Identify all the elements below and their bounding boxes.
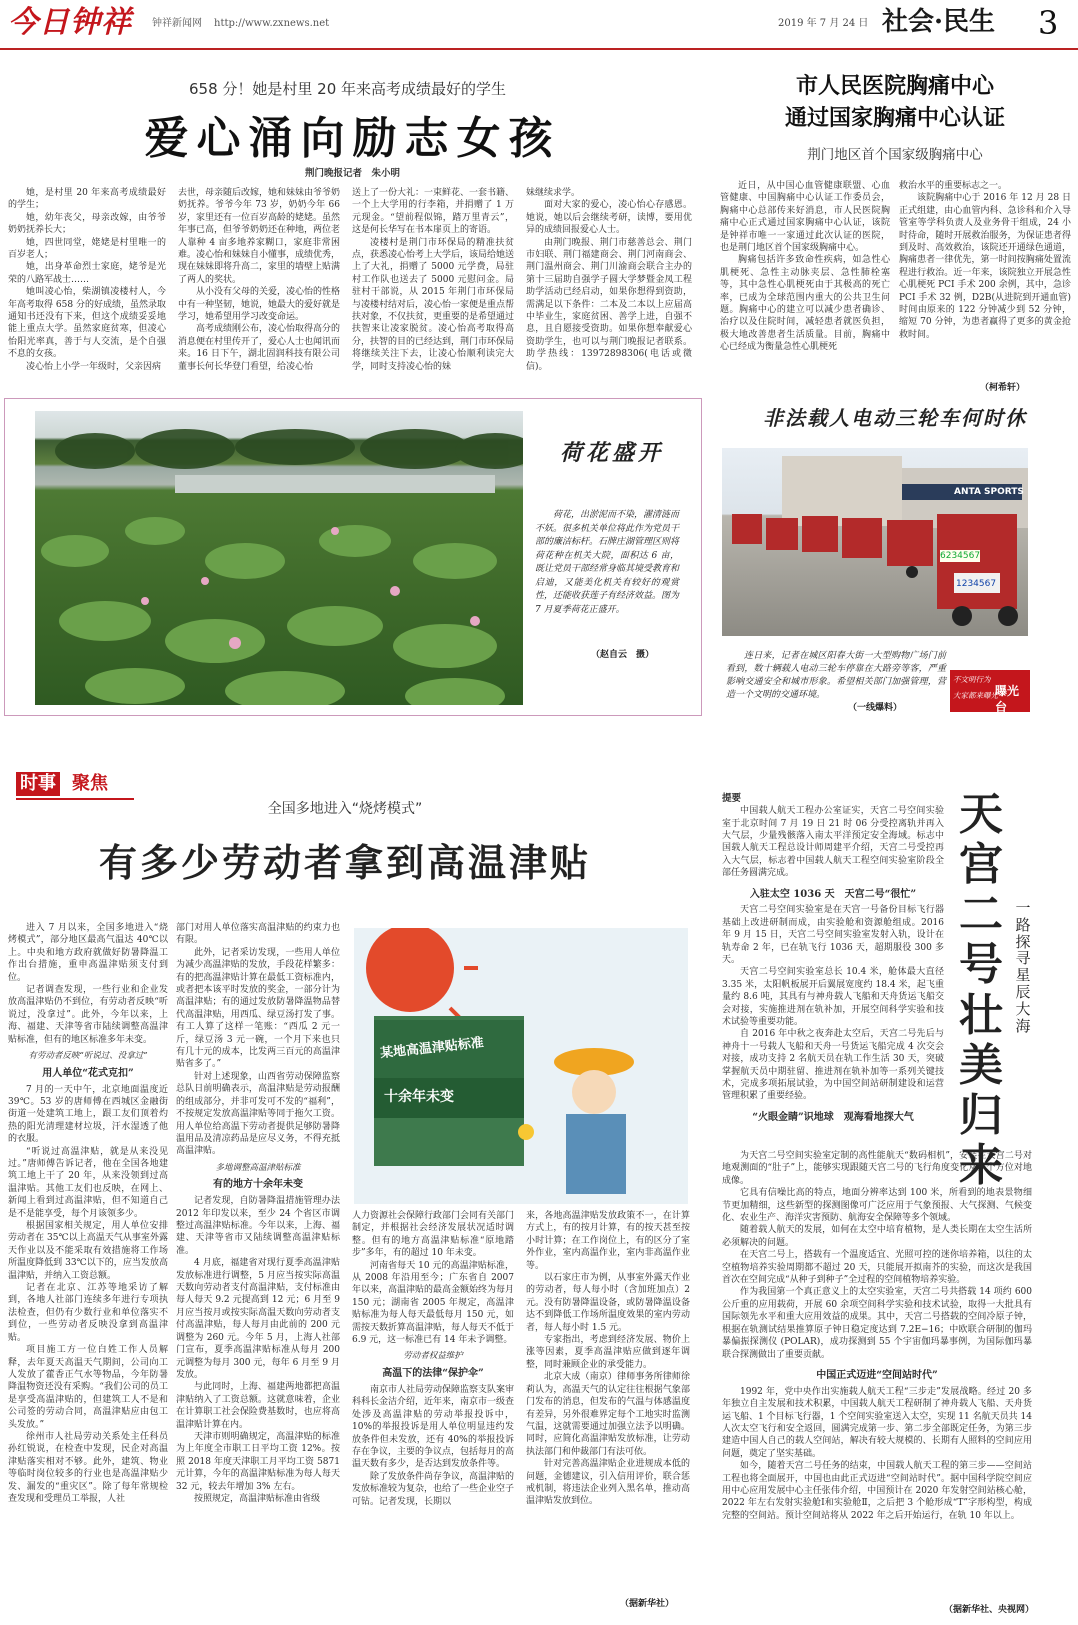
- focus-title: 有多少劳动者拿到高温津贴: [98, 840, 591, 885]
- focus-label: [16, 772, 134, 800]
- focus-kicker: 全国多地进入“烧烤模式”: [267, 801, 423, 817]
- focus-col-4: 来，各地高温津贴发放政策不一，在计算方式上，有的按月计算，有的按天甚至按小时计算；在工作岗位上，有的区分了室外作业，室内高温作业，室内非高温作业等。 以石家庄市为例，从事室外露天作业的劳动者，每人每小时（含加班加点）2 元。没有防暑降温设备，或防暑降温设备达不到降低工作场所温度效果的室内劳动者，每人每小时 1.5 元。 专家指出，考虑到经济发展、物价上涨等因素，夏季高温津贴应做到逐年调整，同时兼顾企业的承受能力。 北京大成（南京）律师事务所律师徐莉认为，高温天气的认定往往根据气象部门发布的消息，但发布的气温与体感温度有差异，另外很难界定每个工地实时监测气温，这就需要通过加强立法予以明确。同时，应简化高温津贴发放标准，让劳动执法部门和仲裁部门有法可依。 针对完善高温津贴企业进规成本低的问题，金德建议，引入信用评价，联合惩戒机制，将违法企业列入黑名单，推动高温津贴发放到位。: [526, 1211, 690, 1507]
- lead-col-2: 去世，母亲随后改嫁，她和妹妹由爷爷奶奶抚养。爷爷今年 73 岁，奶奶今年 66 岁，家里还有一位百岁高龄的姥姥。虽然年事已高，但爷爷奶奶还在种地，两位老人靠种 4 亩多地养家糊口，家庭非常困难。凌心怡和妹妹自小懂事，成绩优秀，现在妹妹即将升高二，家里的墙壁上贴满了两人的奖状。 从小没有父母的关爱，凌心怡的性格中有一种坚韧，她说，她最大的爱好就是学习，她希望用学习改变命运。 高考成绩刚公布，凌心怡取得高分的消息便在村里传开了，爱心人士也闻讯而来。16 日下午，湖北固润科技有限公司董事长何长华登门看望，给凌心怡: [178, 188, 340, 372]
- tricycle-scene: [722, 448, 1028, 636]
- lead-col-4: 妹继续求学。 面对大家的爱心，凌心怡心存感恩。她说，她以后会继续考研，读博，要用优异的成绩回报爱心人士。 由荆门晚报、荆门市慈善总会、荆门市妇联、荆门福建商会、荆门河南商会、荆门温州商会、荆门川渝商会联合主办的第十三届助自强学子圆大学梦暨金凤工程助学活动已经启动，如果你想得到资助，需满足以下条件：二本及二本以上应届高中毕业生，家庭贫困、善学上进，自强不息，且自愿接受资助。如果你想奉献爱心资助学生，也可以与荆门晚报记者联系。助学热线：13972898306(电话或微信)。: [526, 188, 692, 372]
- tiangong-body-wide: 为天宫二号空间实验室定制的高性能航天“数码相机”，安装在天宫二号对地观测面的“肚子”上，能够实现跟随天宫二号的飞行角度变化从多个方位对地成像。 它具有信噪比高的特点，地面分辨率达到 100 米，所看到的地表景物细节更加精细，这些新型的探测图像可广泛应用于气象预报、大气探测、气候变化、农业生产、海洋灾害预防、航海安全保障等多个领域。 随着载人航天的发展，如何在太空中培育植物，是人类长期在太空生活所必须解决的问题。 在天宫二号上，搭载有一个温度适宜、光照可控的迷你培养箱，以往的太空植物培养实验周期都不超过 20 天，只能展开拟南芥的实验，而这次是我国首次在空间完成“从种子到种子”全过程的空间植物培养实验。 作为我国第一个真正意义上的太空实验室，天宫二号共搭载 14 项约 600 公斤重的应用载荷，开展 60 余项空间科学实验和技术试验，取得一大批具有国际领先水平和重大应用效益的成果。其中，天宫二号搭载的空间冷原子钟，根据在轨测试结果推算原子钟日稳定度达到 7.2E−16；中欧联合研制的伽玛暴偏振探测仪 (POLAR)，成功探测到 55 个宇宙伽玛暴事例，为国际伽玛暴联合探测做出了重要贡献。 中国正式迈进“空间站时代” 1992 年，党中央作出实施载人航天工程“三步走”发展战略。经过 20 多年独立自主发展和技术积累，中国载人航天工程研制了神舟载人飞船、天舟货运飞船、1 个目标飞行器，1 个空间实验室送入太空，实现 11 名航天员共 14 人次太空飞行和安全返回，圆满完成第一步、第二步全部既定任务，为第三步建造中国人自己的载人空间站，解决有较大规模的、长期有人照料的空间应用问题，奠定了坚实基础。 如今，随着天宫二号任务的结束，中国载人航天工程的第三步——空间站工程也将全面展开，中国也由此正式迈进“空间站时代”。据中国科学院空间应用中心应用发展中心主任张伟介绍，中国预计在 2020 年发射空间站核心舱，2022 年左右发射实验舱Ⅰ和实验舱Ⅱ，之后把 3 个舱形成“T”字形构型，构成完整的空间站。预计空间站将从 2022 年之后开始运行，在轨 10 年以上。: [722, 1151, 1032, 1521]
- masthead-logo: 今日钟祥: [8, 5, 132, 40]
- lotus-credit: （赵自云 摄）: [591, 650, 655, 660]
- masthead: [0, 0, 1078, 48]
- lotus-scene: [35, 411, 523, 705]
- tiangong-sub1: 入驻太空 1036 天 天宫二号“很忙”: [749, 888, 917, 900]
- focus-col-2: 部门对用人单位落实高温津贴的约束力也有限。 此外，记者采访发现，一些用人单位为减少高温津贴的发放，手段花样繁多：有的把高温津贴计算在最低工资标准内，或者把本该平时发放的奖金，一部分计为高温津贴；有的通过发放防暑降温物品替代高温津贴，用西瓜、绿豆汤打发了事。有工人算了这样一笔账：“西瓜 2 元一斤，绿豆汤 3 元一碗，一个月下来也只有几十元的成本，比发两三百元的高温津贴省多了。” 针对上述现象，山西省劳动保障监察总队日前明确表示，高温津贴是劳动报酬的组成部分，并非可发可不发的“福利”，不按规定发放高温津贴等同于拖欠工资。用人单位给高温下劳动者提供足够防暑降温用品及清凉药品是应尽义务，不得充抵高温津贴。 多地调整高温津贴标准 有的地方十余年未变 记者发现，自防暑降温措施管理办法 2012 年印发以来，至少 24 个省区市调整过高温津贴标准。今年以来，上海、福建、天津等省市又陆续调整高温津贴标准。 4 月底，福建省对现行夏季高温津贴发放标准进行调整，5 月应当按实际高温天数向劳动者支付高温津贴，支付标准由每人每天 9.2 元提高到 12 元；6 月至 9 月应当按月或按实际高温天数向劳动者支付高温津贴，每人每月由此前的 200 元调整为 260 元。今年 5 月，上海人社部门宣布，夏季高温津贴标准从每月 200 元调整为每月 300 元，每年 6 月至 9 月发放。 与此同时，上海、福建两地都把高温津贴纳入了工资总额。这就意味着，企业在计算职工社会保险费基数时，也应将高温津贴计算在内。 天津市则明确规定，高温津贴的标准为上年度全市职工日平均工资 12%。按照 2018 年度天津职工月平均工资 5871 元计算，今年的高温津贴标准为每人每天 32 元，较去年增加 3% 左右。 按照规定，高温津贴标准由省级: [176, 923, 340, 1504]
- focus-col-3: 人力资源社会保障行政部门会同有关部门制定，并根据社会经济发展状况适时调整。但有的地方高温津贴标准“原地踏步”多年，有的超过 10 年未变。 河南省每天 10 元的高温津贴标准，从 2008 年沿用至今；广东省自 2007 年以来，高温津贴的最高金额始终为每月 150 元；湖南省 2005 年规定，高温津贴标准为每人每天最低每月 150 元，如需按天数折算高温津贴，每人每天不低于 6.9 元，这一标准已有 14 年未予调整。 劳动者权益维护 高温下的法律“保护伞” 南京市人社局劳动保障监察支队案审科科长金洁介绍，近年来，南京市一级查处涉及高温津贴的劳动举报投诉中，10%的举报投诉是用人单位明显违约发放条件但未发放，还有 40%的举报投诉存在争议，主要的争议点，包括每月的高温天数有多少，是否达到发放条件等。 除了发放条件尚存争议，高温津贴的发放标准较为复杂，也给了一些企业空子可钻。记者发现，长期以: [352, 1211, 514, 1507]
- lead-byline: 荆门晚报记者 朱小明: [304, 168, 400, 179]
- focus-sub2-pre: 多地调整高温津贴标准: [215, 1162, 301, 1173]
- focus-label-2: 聚焦: [72, 773, 108, 794]
- masthead-site: 钟祥新闻网: [152, 18, 202, 29]
- lotus-caption: 荷花，出淤泥而不染，濯清涟而不妖。很多机关单位将此作为党员干部的廉洁标杆。石牌庄湖管理区则将荷花种在机关大院，面积达 6 亩，既让党员干部经常身临其境受教育和启迪，又能美化机关有较好的观赏性，还能收获莲子有经济效益。图为 7 月夏季荷花正盛开。: [535, 510, 680, 615]
- hospital-title-1: 市人民医院胸痛中心: [795, 73, 994, 99]
- cartoon-scene: [354, 928, 688, 1204]
- plate-2: 1234567: [956, 579, 997, 589]
- stamp-line-1: 不文明行为: [953, 675, 991, 684]
- lead-col-1: 她，是村里 20 年来高考成绩最好的学生； 她，幼年丧父，母亲改嫁，由爷爷奶奶抚养长大； 她，四世同堂，姥姥是村里唯一的百岁老人； 她，出身革命烈士家庭，姥爷是光荣的八路军战士…… 她叫凌心怡，柴湖镇凌楼村人，今年高考取得 658 分的好成绩，虽然录取通知书还没有下来，但这个成绩妥妥地能上重点大学。虽然家庭贫寒，但凌心怡阳光率真，善于与人交流，是个自强不息的女孩。 凌心怡上小学一年级时，父亲因病: [8, 188, 166, 372]
- page-number: 3: [1038, 4, 1059, 42]
- tiangong-title: 天宫二号壮美归来: [959, 789, 1003, 1192]
- tricycle-photo: [722, 448, 1028, 636]
- lead-title: 爱心涌向励志女孩: [144, 113, 561, 164]
- heat-cartoon: [354, 928, 688, 1204]
- lotus-photo: [35, 411, 523, 705]
- focus-credit: （据新华社）: [620, 1599, 675, 1609]
- lotus-title: 荷花盛开: [559, 440, 664, 466]
- masthead-rule: [0, 48, 1078, 50]
- hospital-credit: （柯希轩）: [980, 383, 1026, 393]
- plate-1: 6234567: [940, 551, 981, 561]
- focus-sub3: 高温下的法律“保护伞”: [382, 1368, 484, 1380]
- stamp-title: 曝光台: [995, 684, 1020, 715]
- focus-sub1-pre: 有劳动者反映“听说过、没拿过”: [28, 1051, 148, 1062]
- stamp-line-2: 大家都来曝光: [953, 691, 998, 700]
- cartoon-sign-1: 某地高温津贴标准: [379, 1035, 485, 1062]
- masthead-url: http://www.zxnews.net: [214, 18, 330, 29]
- focus-label-1: 时事: [16, 772, 60, 796]
- tricycle-credit: （一线爆料）: [848, 703, 903, 713]
- tiangong-credit: （据新华社、央视网）: [944, 1605, 1035, 1615]
- tiangong-sub2: “火眼金睛”识地球 观海看地探大气: [752, 1111, 914, 1123]
- hospital-col-2: 救治水平的重要标志之一。 该院胸痛中心于 2016 年 12 月 28 日正式组建，由心血管内科、急诊科和介入导管室等学科负责人及业务骨干组成，24 小时待命，随时开展救治服务，为保证患者得到及时、高效救治，该院还开通绿色通道，胸痛患者一律优先，第一时间按胸痛处置流程进行救治。近一年来，该院独立开展急性心肌梗死 PCI 手术 200 余例，其中，急诊 PCI 手术 32 例，D2B(从进院到开通血管)时间由原来的 122 分钟减少到 52 分钟，缩短 70 分钟，为患者赢得了更多的黄金抢救时间。: [899, 181, 1071, 340]
- lotus-box: [4, 398, 702, 716]
- hospital-col-1: 近日，从中国心血管健康联盟、心血管健康、中国胸痛中心认证工作委员会，胸痛中心总部传来好消息，市人民医院胸痛中心正式通过国家胸痛中心认证，该院是钟祥市唯一一家通过此次认证的医院，也是荆门地区首个国家级胸痛中心。 胸痛包括许多致命性疾病，如急性心肌梗死、急性主动脉夹层、急性肺栓塞等，其中急性心肌梗死由于其极高的死亡率，已成为全球范围内重大的公共卫生问题。胸痛中心的建立可以减少患者确诊、治疗以及住院时间，减轻患者就医负担，极大地改善患者生活质量。目前，胸痛中心已经成为衡量急性心肌梗死: [720, 181, 890, 353]
- store-sign: ANTA SPORTS: [954, 487, 1024, 497]
- hospital-subtitle: 荆门地区首个国家级胸痛中心: [807, 147, 983, 163]
- tricycle-caption: 连日来，记者在城区阳春大街一大型购物广场门前看到，数十辆载人电动三轮车停靠在大路旁等客，严重影响交通安全和城市形象。希望相关部门加强管理，营造一个文明的交通环境。: [726, 651, 946, 701]
- tiangong-sub3: 中国正式迈进“空间站时代”: [816, 1369, 938, 1381]
- focus-sub2: 有的地方十余年未变: [213, 1179, 303, 1191]
- focus-col-1: 进入 7 月以来，全国多地进入“烧烤模式”，部分地区最高气温达 40℃以上。中央和地方政府就做好防暑降温工作出台措施，重申高温津贴须支付到位。 记者调查发现，一些行业和企业发放高温津贴仍不到位，有劳动者反映“听说过，没拿过”。此外，今年以来，上海、福建、天津等省市陆续调整高温津贴标准，但有的地区标准多年未变。 有劳动者反映“听说过、没拿过” 用人单位“花式克扣” 7 月的一天中午，北京地面温度近 39℃。53 岁的唐师傅在西城区金融街街道一处建筑工地上，跟工友们顶着灼热的阳光清理建材垃圾，汗水湿透了他的衣服。 “听说过高温津贴，就是从来没见过。”唐师傅告诉记者，他在全国各地建筑工地上干了 20 年，从来没领到过高温津贴。其他工友们也反映，在网上、新闻上看到过高温津贴，但不知道自己是不是能享受，每个月该领多少。 根据国家相关规定，用人单位安排劳动者在 35℃以上高温天气从事室外露天作业以及不能采取有效措施将工作场所温度降低到 33℃以下的，应当发放高温津贴，并纳入工资总额。 记者在北京、江苏等地采访了解到，各地人社部门连续多年进行专项执法检查，但仍有少数行业和单位落实不到位，一些劳动者反映没拿到高温津贴。 项目施工方一位白姓工作人员解释，去年夏天高温天气期间，公司向工人发放了藿香正气水等物品，今年防暑降温物资还没有采购。“我们公司的员工是享受高温津贴的，但建筑工人不是和公司签的劳动合同，高温津贴应由包工头发放。” 徐州市人社局劳动关系处主任科员孙红锐说，在检查中发现，民企对高温津贴落实相对不够。此外，建筑、物业等临时岗位较多的行业也是高温津贴少发、漏发的“重灾区”。除了每年常规检查发现和受理员工举报，人社: [8, 923, 168, 1504]
- tiangong-kicker: 一路探寻星辰大海: [1015, 899, 1031, 1035]
- section-title: 社会·民生: [882, 7, 996, 37]
- hospital-title-2: 通过国家胸痛中心认证: [784, 105, 1005, 131]
- exposure-stamp: [950, 670, 1030, 715]
- lead-kicker: 658 分！她是村里 20 年来高考成绩最好的学生: [188, 80, 507, 98]
- focus-sub3-pre: 劳动者权益维护: [403, 1351, 463, 1362]
- tiangong-abstract: 中国载人航天工程办公室证实，天宫二号空间实验室于北京时间 7 月 19 日 21 时 06 分受控离轨并再入大气层，少量残骸落入南太平洋预定安全海域。标志中国载人航天工程总设计师周建平介绍，天宫二号受控再入大气层，标志着中国载人航天工程空间实验室阶段全部任务圆满完成。: [722, 806, 944, 879]
- tricycle-title: 非法载人电动三轮车何时休: [763, 406, 1027, 430]
- focus-sub1: 用人单位“花式克扣”: [42, 1067, 134, 1079]
- tiangong-body: 提要 中国载人航天工程办公室证实，天宫二号空间实验室于北京时间 7 月 19 日 21 时 06 分受控离轨并再入大气层，少量残骸落入南太平洋预定安全海域。标志中国载人航天工程总设计师周建平介绍，天宫二号受控再入大气层，标志着中国载人航天工程空间实验室阶段全部任务圆满完成。 入驻太空 1036 天 天宫二号“很忙” 天宫二号空间实验室是在天宫一号备份目标飞行器基础上改进研制而成，由实验舱和资源舱组成。2016 年 9 月 15 日，天宫二号空间实验室发射入轨，设计在轨寿命 2 年，已在轨飞行 1036 天，超期服役 300 多天。 天宫二号空间实验室总长 10.4 米，舱体最大直径 3.35 米，太阳帆板展开后翼展宽度约 18.4 米，起飞重量约 8.6 吨，其具有与神舟载人飞船和天舟货运飞船交会对接，实施推进剂在轨补加，开展空间科学实验和技术试验等重要功能。 自 2016 年中秋之夜奔赴太空后，天宫二号先后与神舟十一号载人飞船和天舟一号货运飞船完成 4 次交会对接，成功支持 2 名航天员在轨工作生活 30 天，突破掌握航天员中期驻留、推进剂在轨补加等一系列关键技术，完成多项拓展试验，为中国空间站研制建设和运营管理积累了重要经验。 “火眼金睛”识地球 观海看地探大气: [722, 793, 944, 1123]
- lead-col-3: 送上了一份大礼：一束鲜花、一套书籍、一个上大学用的行李箱，并捐赠了 1 万元现金。“望前程似锦，踏万里青云”，这是何长华写在书本扉页上的寄语。 凌楼村是荆门市环保局的精准扶贫点，获悉凌心怡考上大学后，该局给她送上了大礼，捐赠了 5000 元学费，局驻村工作队也送去了 5000 元慰问金。局驻村干部说，从 2015 年荆门市环保局与凌楼村结对后，凌心怡一家便是重点帮扶对象，不仅扶贫，更重要的是希望通过扶智来让凌家脱贫。凌心怡高考取得高分，扶智的目的已经达到，荆门市环保局将继续关注下去，让凌心怡顺利读完大学，同时支持凌心怡的妹: [352, 188, 514, 372]
- cartoon-sign-2: 十余年未变: [384, 1089, 454, 1105]
- tiangong-abstract-label: 提要: [722, 793, 742, 804]
- masthead-date: 2019 年 7 月 24 日: [778, 18, 869, 29]
